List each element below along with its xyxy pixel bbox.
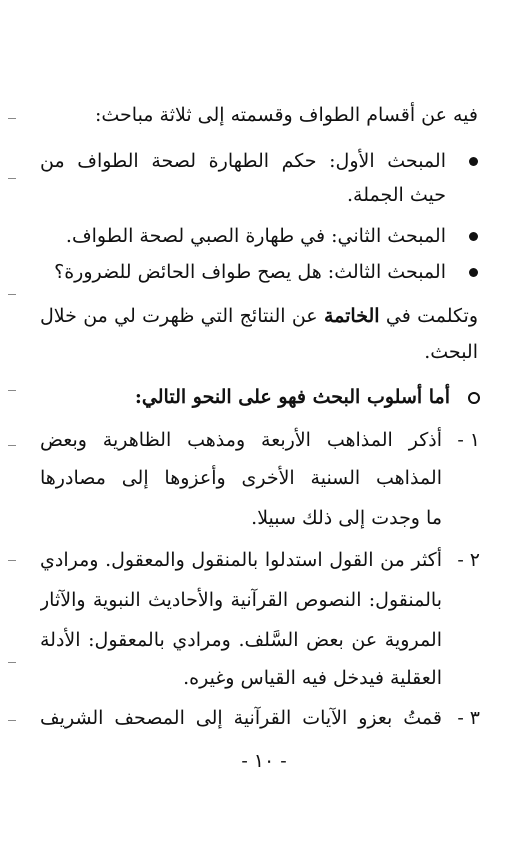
intro-text: فيه عن أقسام الطواف وقسمته إلى ثلاثة مباحث: [94,104,478,126]
circle-bullet-icon [468,392,480,404]
section-3-line-1: المبحث الثالث: هل يصح طواف الحائض للضرورة؟ [54,261,446,283]
conclusion-bold-word: الخاتمة [323,305,380,327]
page-number: - ١٠ - [241,750,287,772]
bullet-icon [469,157,478,166]
margin-mark [8,294,16,295]
margin-mark [8,178,16,179]
margin-mark [8,662,16,663]
conclusion-line-2: البحث. [424,341,478,363]
step-1-line-1: أذكر المذاهب الأربعة ومذهب الظاهرية وبعض [40,429,442,451]
margin-mark [8,118,16,119]
step-2-line-4: العقلية فيدخل فيه القياس وغيره. [183,667,442,689]
step-2-line-1: أكثر من القول استدلوا بالمنقول والمعقول. ومرادي [40,549,442,571]
step-2-line-3: المروية عن بعض السَّلف. ومرادي بالمعقول: الأدلة [40,629,442,651]
step-1-line-2: المذاهب السنية الأخرى وأعزوها إلى مصادرها [40,467,442,489]
method-heading: أما أسلوب البحث فهو على النحو التالي: [134,386,450,408]
step-1-number: ١ - [457,429,480,451]
step-3-line-1: قمتُ بعزو الآيات القرآنية إلى المصحف الشريف [40,707,442,729]
margin-mark [8,720,16,721]
bullet-icon [469,232,478,241]
bullet-icon [469,268,478,277]
margin-mark [8,445,16,446]
conclusion-prefix: وتكلمت في [379,305,478,327]
conclusion-rest: عن النتائج التي ظهرت لي من خلال [40,305,324,327]
margin-mark [8,390,16,391]
step-2-number: ٢ - [457,549,480,571]
margin-mark [8,560,16,561]
step-1-line-3: ما وجدت إلى ذلك سبيلا. [251,507,442,529]
section-2-line-1: المبحث الثاني: في طهارة الصبي لصحة الطواف. [65,225,446,247]
section-1-line-1: المبحث الأول: حكم الطهارة لصحة الطواف من [40,150,446,172]
section-1-line-2: حيث الجملة. [346,184,446,206]
conclusion-line-1 [40,301,478,331]
step-2-line-2: بالمنقول: النصوص القرآنية والأحاديث النبوية والآثار [40,589,442,611]
step-3-number: ٣ - [457,707,480,729]
